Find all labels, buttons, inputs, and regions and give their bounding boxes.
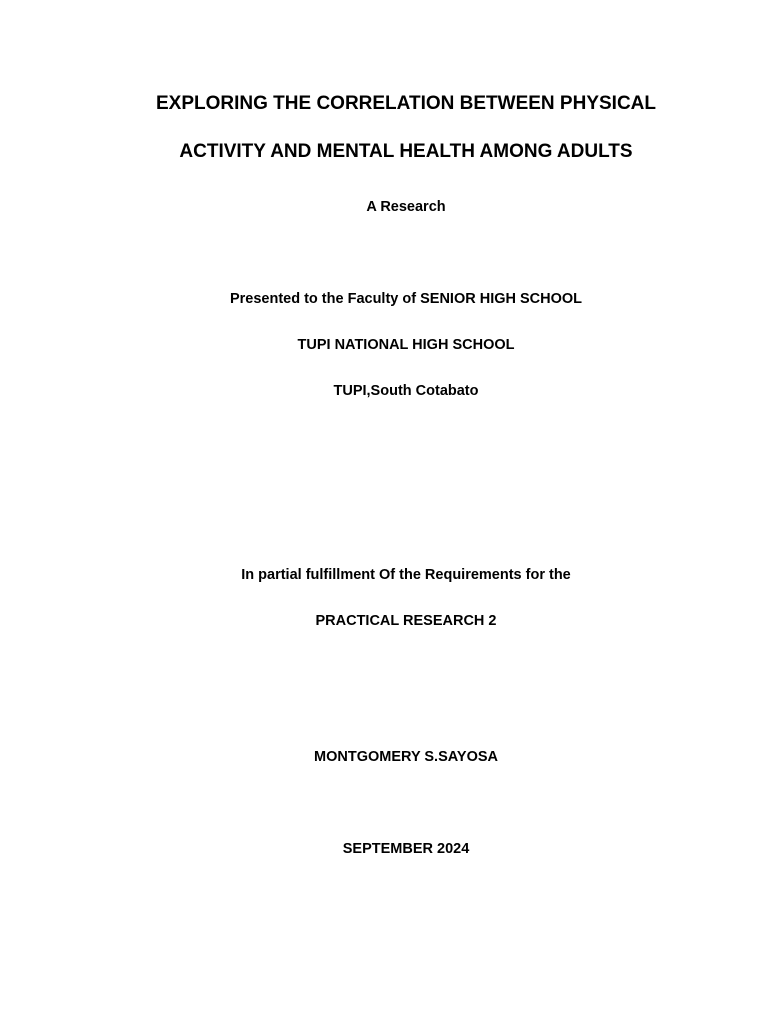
school-name: TUPI NATIONAL HIGH SCHOOL <box>297 337 515 353</box>
presented-to-text: Presented to the Faculty of SENIOR HIGH SCHOOL <box>229 291 583 307</box>
course-name: PRACTICAL RESEARCH 2 <box>315 613 497 629</box>
school-location: TUPI,South Cotabato <box>333 383 479 399</box>
title-line-2: ACTIVITY AND MENTAL HEALTH AMONG ADULTS <box>179 141 633 162</box>
author-name: MONTGOMERY S.SAYOSA <box>314 749 498 765</box>
title-line-1: EXPLORING THE CORRELATION BETWEEN PHYSICAL <box>155 93 656 114</box>
fulfillment-text: In partial fulfillment Of the Requirements for the <box>241 567 571 583</box>
subtitle: A Research <box>366 199 446 215</box>
submission-date: SEPTEMBER 2024 <box>342 841 470 857</box>
